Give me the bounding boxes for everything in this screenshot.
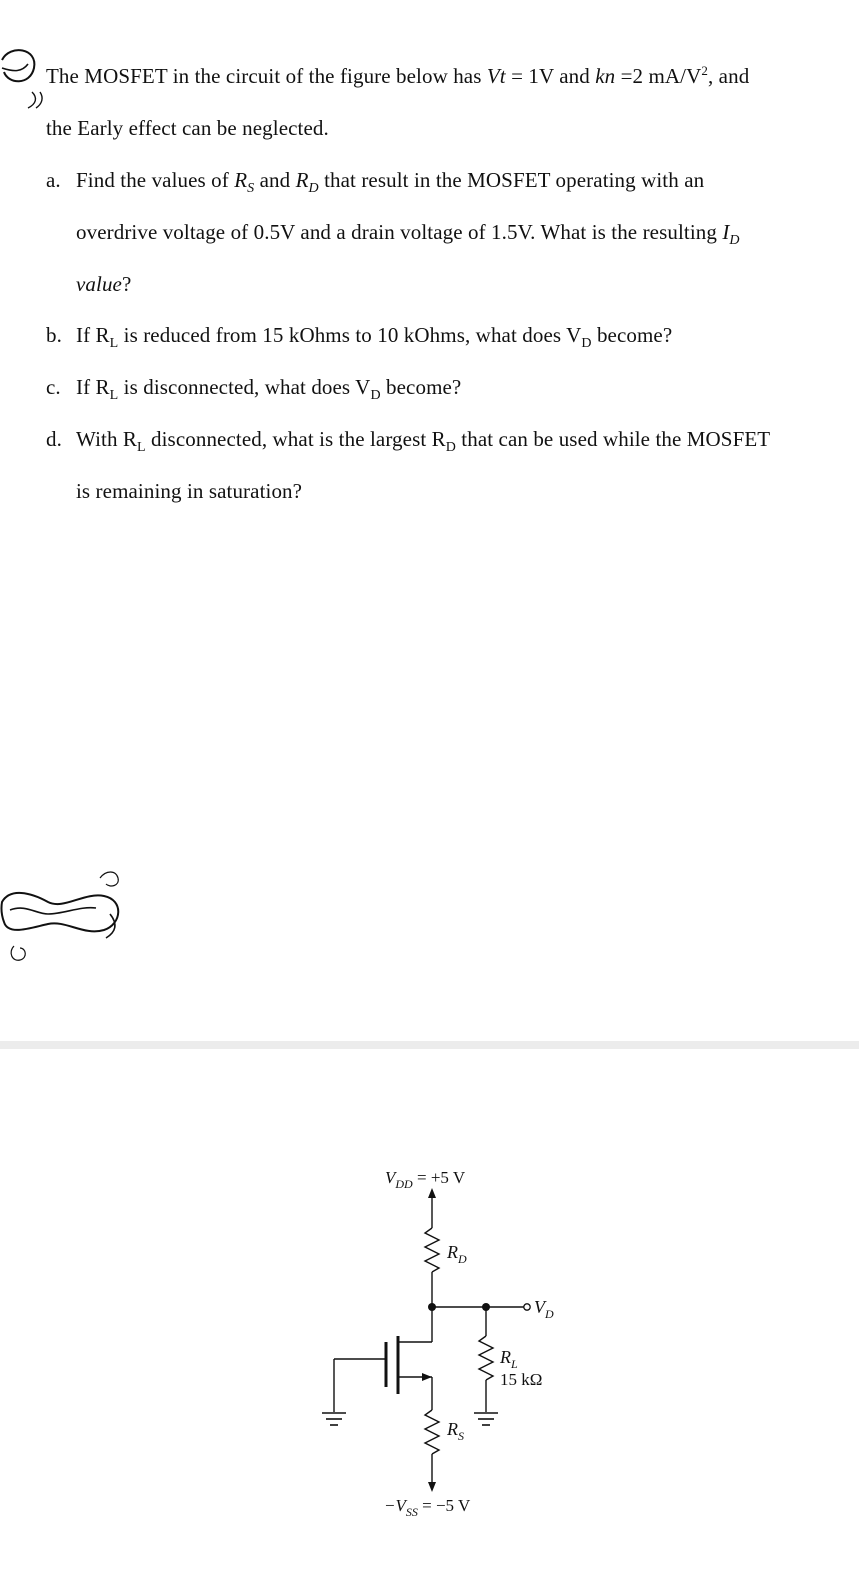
- handwritten-scribble: [0, 862, 140, 972]
- question-d-line-1: d. With $R_L$ disconnected, what is the largest $R_D$ that can be used while the MOSFET: [46, 427, 771, 455]
- rl-value: 15 kΩ: [500, 1370, 543, 1389]
- question-b: b. If $R_L$ is reduced from 15 kOhms to 10 kOhms, what does $V_D$ become?: [46, 323, 673, 351]
- mosfet-circuit-diagram: [0, 1049, 859, 1596]
- page-divider: [0, 1041, 859, 1049]
- question-c: c. If $R_L$ is disconnected, what does $V_D$ become?: [46, 375, 462, 403]
- circuit-wires: [334, 1188, 524, 1492]
- rs-label: $R_S$: [447, 1419, 464, 1443]
- ground-symbol-load: [474, 1413, 498, 1425]
- vss-label: $-V_{SS} = -5$ V: [384, 1496, 471, 1519]
- vd-label: $V_D$: [534, 1297, 554, 1321]
- load-junction: [482, 1303, 490, 1311]
- rd-label: $R_D$: [447, 1242, 467, 1266]
- question-d-line-2: is remaining in saturation?: [76, 479, 303, 503]
- rl-label: $R_L$: [500, 1347, 518, 1371]
- vd-terminal: [524, 1304, 530, 1310]
- ground-symbol-gate: [322, 1413, 346, 1425]
- intro-line-1: The MOSFET in the circuit of the figure below has Vt = 1V and kn =2 $mA/V^2$, and: [46, 63, 750, 88]
- drain-junction: [428, 1303, 436, 1311]
- intro-line-2: the Early effect can be neglected.: [46, 116, 329, 140]
- question-a-line-1: a. Find the values of $R_S$ and $R_D$ that result in the MOSFET operating with an: [46, 168, 705, 196]
- question-a-line-3: value?: [76, 272, 132, 296]
- question-a-line-2: overdrive voltage of 0.5V and a drain voltage of 1.5V. What is the resulting $I_D$: [76, 220, 740, 248]
- vdd-label: $V_{DD} = +5$ V: [385, 1168, 466, 1191]
